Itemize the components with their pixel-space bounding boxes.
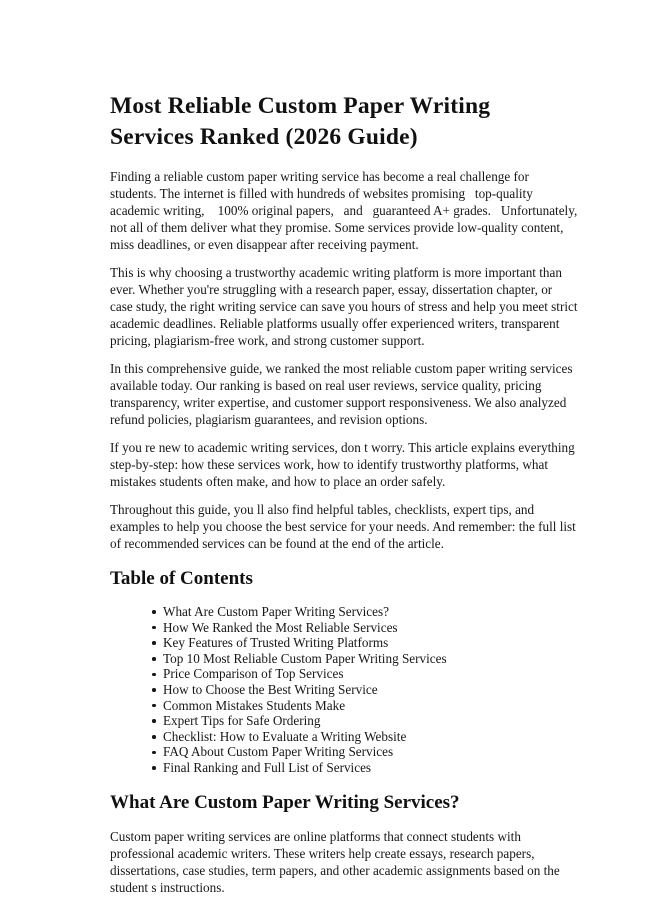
toc-item: Final Ranking and Full List of Services [152, 760, 578, 776]
section-heading-what-are-services: What Are Custom Paper Writing Services? [110, 791, 460, 813]
toc-item: What Are Custom Paper Writing Services? [152, 604, 578, 620]
section-paragraph: Custom paper writing services are online platforms that connect students with professional academic writers. These writers help create essays, research papers, dissertations, case studies, term papers, and other academic assignments based on the student s instructions. [110, 828, 564, 895]
toc-item: Top 10 Most Reliable Custom Paper Writing Services [152, 651, 578, 667]
intro-paragraph-1: Finding a reliable custom paper writing service has become a real challenge for students. The internet is filled with hundreds of websites promising top-quality academic writing, 100% original papers, and guaranteed A+ grades. Unfortunately, not all of them deliver what they promise. Some services provide low-quality content, miss deadlines, or even disappear after receiving payment. [110, 169, 581, 252]
article-title: Most Reliable Custom Paper Writing Services Ranked (2026 Guide) [110, 93, 491, 150]
toc-item: How to Choose the Best Writing Service [152, 682, 578, 698]
intro-paragraph-4: If you re new to academic writing services, don t worry. This article explains everything step-by-step: how these services work, how to identify trustworthy platforms, what mistakes students often make, and how to place an order safely. [110, 440, 579, 489]
intro-paragraph-5: Throughout this guide, you ll also find helpful tables, checklists, expert tips, and examples to help you choose the best service for your needs. And remember: the full list of recommended services can be found at the end of the article. [110, 502, 580, 551]
toc-item: How We Ranked the Most Reliable Services [152, 620, 578, 636]
toc-item: Key Features of Trusted Writing Platforms [152, 635, 578, 651]
toc-heading: Table of Contents [110, 568, 253, 589]
toc-item: Expert Tips for Safe Ordering [152, 713, 578, 729]
toc-item: Price Comparison of Top Services [152, 666, 578, 682]
toc-item: FAQ About Custom Paper Writing Services [152, 744, 578, 760]
intro-paragraph-2: This is why choosing a trustworthy academic writing platform is more important than ever. Whether you're struggling with a research paper, essay, dissertation chapter, or case study, the right writing service can save you hours of stress and help you meet strict academic deadlines. Reliable platforms usually offer experienced writers, transparent pricing, plagiarism-free work, and strong customer support. [110, 265, 581, 348]
intro-paragraph-3: In this comprehensive guide, we ranked the most reliable custom paper writing services available today. Our ranking is based on real user reviews, service quality, pricing transparency, writer expertise, and customer support responsiveness. We also analyzed refund policies, plagiarism guarantees, and revision options. [110, 361, 576, 427]
toc-item: Checklist: How to Evaluate a Writing Website [152, 729, 578, 745]
toc-list [110, 604, 578, 776]
toc-item: Common Mistakes Students Make [152, 698, 578, 714]
